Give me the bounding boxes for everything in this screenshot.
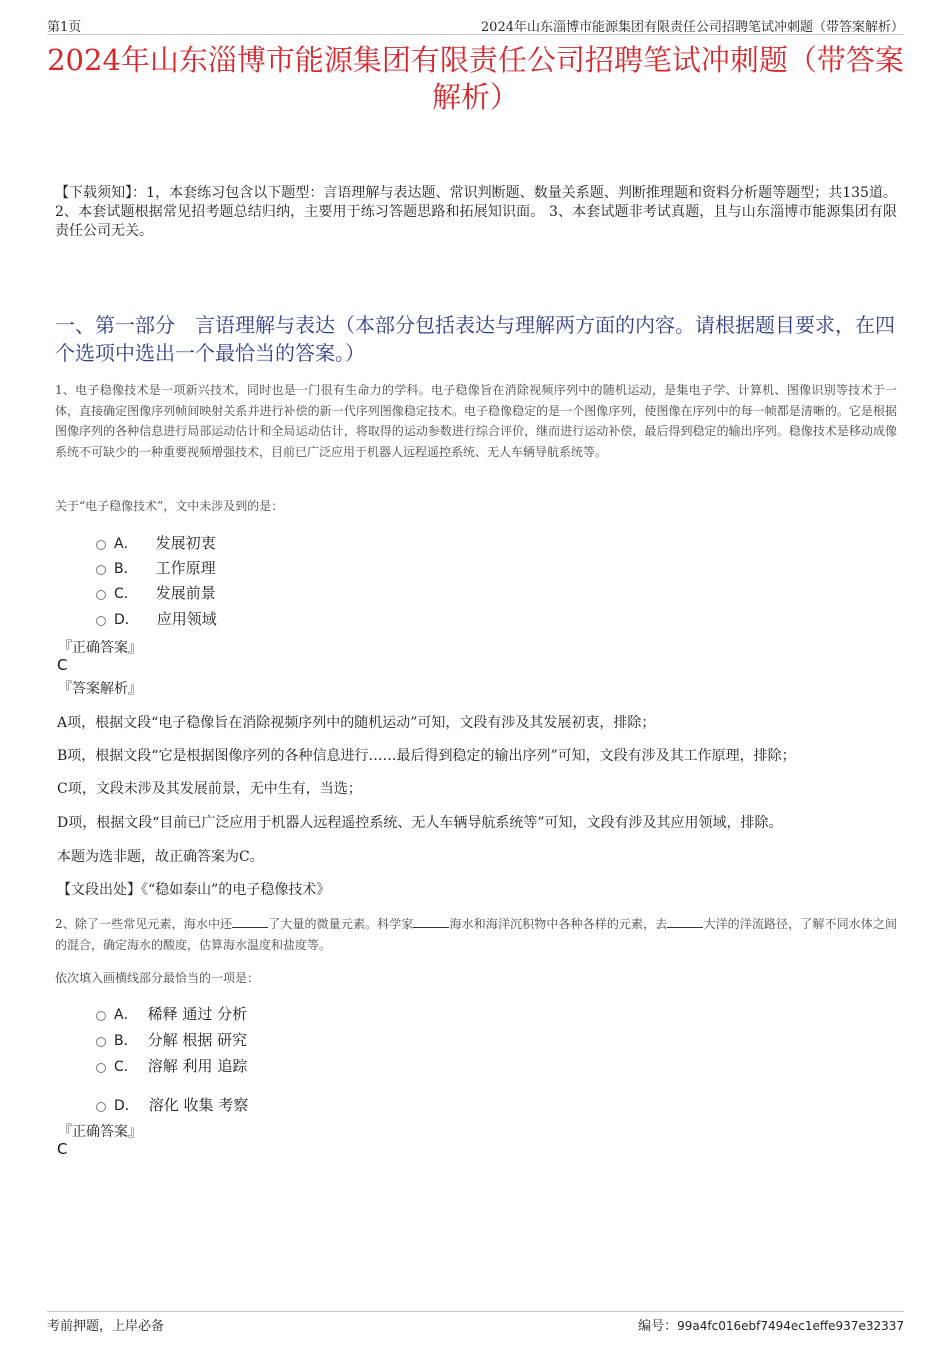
option-text: 发展前景 bbox=[155, 584, 216, 602]
blank-1[interactable] bbox=[232, 915, 268, 928]
page-header bbox=[47, 14, 904, 35]
radio-icon[interactable] bbox=[96, 590, 106, 600]
radio-icon[interactable] bbox=[96, 1011, 106, 1021]
option-c[interactable] bbox=[96, 1055, 247, 1077]
option-a[interactable] bbox=[96, 532, 216, 554]
option-text: 分解 根据 研究 bbox=[147, 1031, 248, 1049]
correct-answer-value: C bbox=[57, 656, 68, 674]
radio-icon[interactable] bbox=[96, 1102, 106, 1112]
analysis-label: 『答案解析』 bbox=[58, 681, 142, 697]
blank-2[interactable] bbox=[413, 915, 449, 928]
correct-answer-value: C bbox=[57, 1140, 68, 1158]
option-b[interactable] bbox=[96, 557, 216, 579]
source-citation: 【文段出处】《“稳如泰山”的电子稳像技术》 bbox=[57, 882, 331, 898]
blank-3[interactable] bbox=[667, 915, 703, 928]
analysis-line: C项，文段未涉及其发展前景，无中生有，当选； bbox=[57, 781, 362, 797]
option-text: 工作原理 bbox=[155, 559, 216, 577]
option-text: 应用领域 bbox=[156, 610, 217, 628]
document-title: 2024年山东淄博市能源集团有限责任公司招聘笔试冲刺题（带答案解析） bbox=[47, 43, 904, 114]
option-text: 稀释 通过 分析 bbox=[147, 1005, 248, 1023]
option-c[interactable] bbox=[96, 582, 216, 604]
download-notice: 【下载须知】：1，本套练习包含以下题型：言语理解与表达题、常识判断题、数量关系题、判断推理题和资料分析题等题型；共135道。 2、本套试题根据常见招考题总结归纳，主要用于练习答题思路和拓展知识面。 3、本套试题非考试真题，且与山东淄博市能源集团有限责任公司无关。 bbox=[55, 185, 897, 239]
radio-icon[interactable] bbox=[96, 616, 106, 626]
option-letter: D． bbox=[114, 612, 139, 628]
header-doc-title: 2024年山东淄博市能源集团有限责任公司招聘笔试冲刺题（带答案解析） bbox=[480, 20, 904, 35]
option-letter: A． bbox=[114, 1007, 138, 1023]
option-letter: A． bbox=[114, 536, 138, 552]
analysis-line: A项，根据文段“电子稳像旨在消除视频序列中的随机运动”可知，文段有涉及其发展初衷，排除； bbox=[57, 715, 656, 731]
option-letter: B． bbox=[114, 1033, 138, 1049]
option-d[interactable] bbox=[96, 608, 217, 630]
option-text: 溶解 利用 追踪 bbox=[147, 1057, 248, 1075]
radio-icon[interactable] bbox=[96, 1037, 106, 1047]
question-2-text: 2、除了一些常见元素，海水中还 了大量的微量元素。科学家 海水和海洋沉积物中各种各样的元素，去 大洋的洋流路径，了解不同水体之间的混合，确定海水的酸度，估算海水温度和盐度等。 bbox=[55, 917, 897, 952]
question-1-text: 1、电子稳像技术是一项新兴技术，同时也是一门很有生命力的学科。电子稳像旨在消除视频序列中的随机运动，是集电子学、计算机、图像识别等技术于一体，直接确定图像序列帧间映射关系并进行补偿的新一代序列图像稳定技术。电子稳像稳定的是一个图像序列，使图像在序列中的每一帧都是清晰的。它是根据图像序列的各种信息进行局部运动估计和全局运动估计，将取得的运动参数进行综合评价，继而进行运动补偿，最后得到稳定的输出序列。稳像技术是移动成像系统不可缺少的一种重要视频增强技术，目前已广泛应用于机器人远程遥控系统、无人车辆导航系统等。 bbox=[55, 383, 897, 459]
document-code: 编号：99a4fc016ebf7494ec1effe937e32337 bbox=[638, 1319, 904, 1334]
page-footer bbox=[47, 1311, 904, 1334]
option-letter: D． bbox=[114, 1098, 139, 1114]
analysis-line: B项，根据文段“它是根据图像序列的各种信息进行……最后得到稳定的输出序列”可知，文段有涉及其工作原理，排除； bbox=[57, 748, 796, 764]
radio-icon[interactable] bbox=[96, 565, 106, 575]
option-letter: C． bbox=[114, 586, 138, 602]
correct-answer-label: 『正确答案』 bbox=[58, 1124, 142, 1140]
option-d[interactable] bbox=[96, 1094, 248, 1116]
question-1-prompt: 关于“电子稳像技术”，文中未涉及到的是： bbox=[55, 499, 284, 513]
question-2-prompt: 依次填入画横线部分最恰当的一项是： bbox=[55, 971, 260, 985]
option-a[interactable] bbox=[96, 1003, 247, 1025]
correct-answer-label: 『正确答案』 bbox=[58, 640, 142, 656]
page-number: 第1页 bbox=[47, 20, 82, 35]
footer-slogan: 考前押题，上岸必备 bbox=[47, 1319, 165, 1334]
option-b[interactable] bbox=[96, 1029, 247, 1051]
analysis-conclusion: 本题为选非题，故正确答案为C。 bbox=[57, 849, 264, 865]
section-title: 一、第一部分 言语理解与表达（本部分包括表达与理解两方面的内容。请根据题目要求，在四个选项中选出一个最恰当的答案。） bbox=[55, 313, 895, 365]
analysis-line: D项，根据文段“目前已广泛应用于机器人远程遥控系统、无人车辆导航系统等”可知，文段有涉及其应用领域，排除。 bbox=[57, 815, 783, 831]
option-letter: C． bbox=[114, 1059, 138, 1075]
radio-icon[interactable] bbox=[96, 540, 106, 550]
option-text: 发展初衷 bbox=[155, 534, 216, 552]
radio-icon[interactable] bbox=[96, 1063, 106, 1073]
option-text: 溶化 收集 考察 bbox=[148, 1096, 249, 1114]
option-letter: B． bbox=[114, 561, 138, 577]
